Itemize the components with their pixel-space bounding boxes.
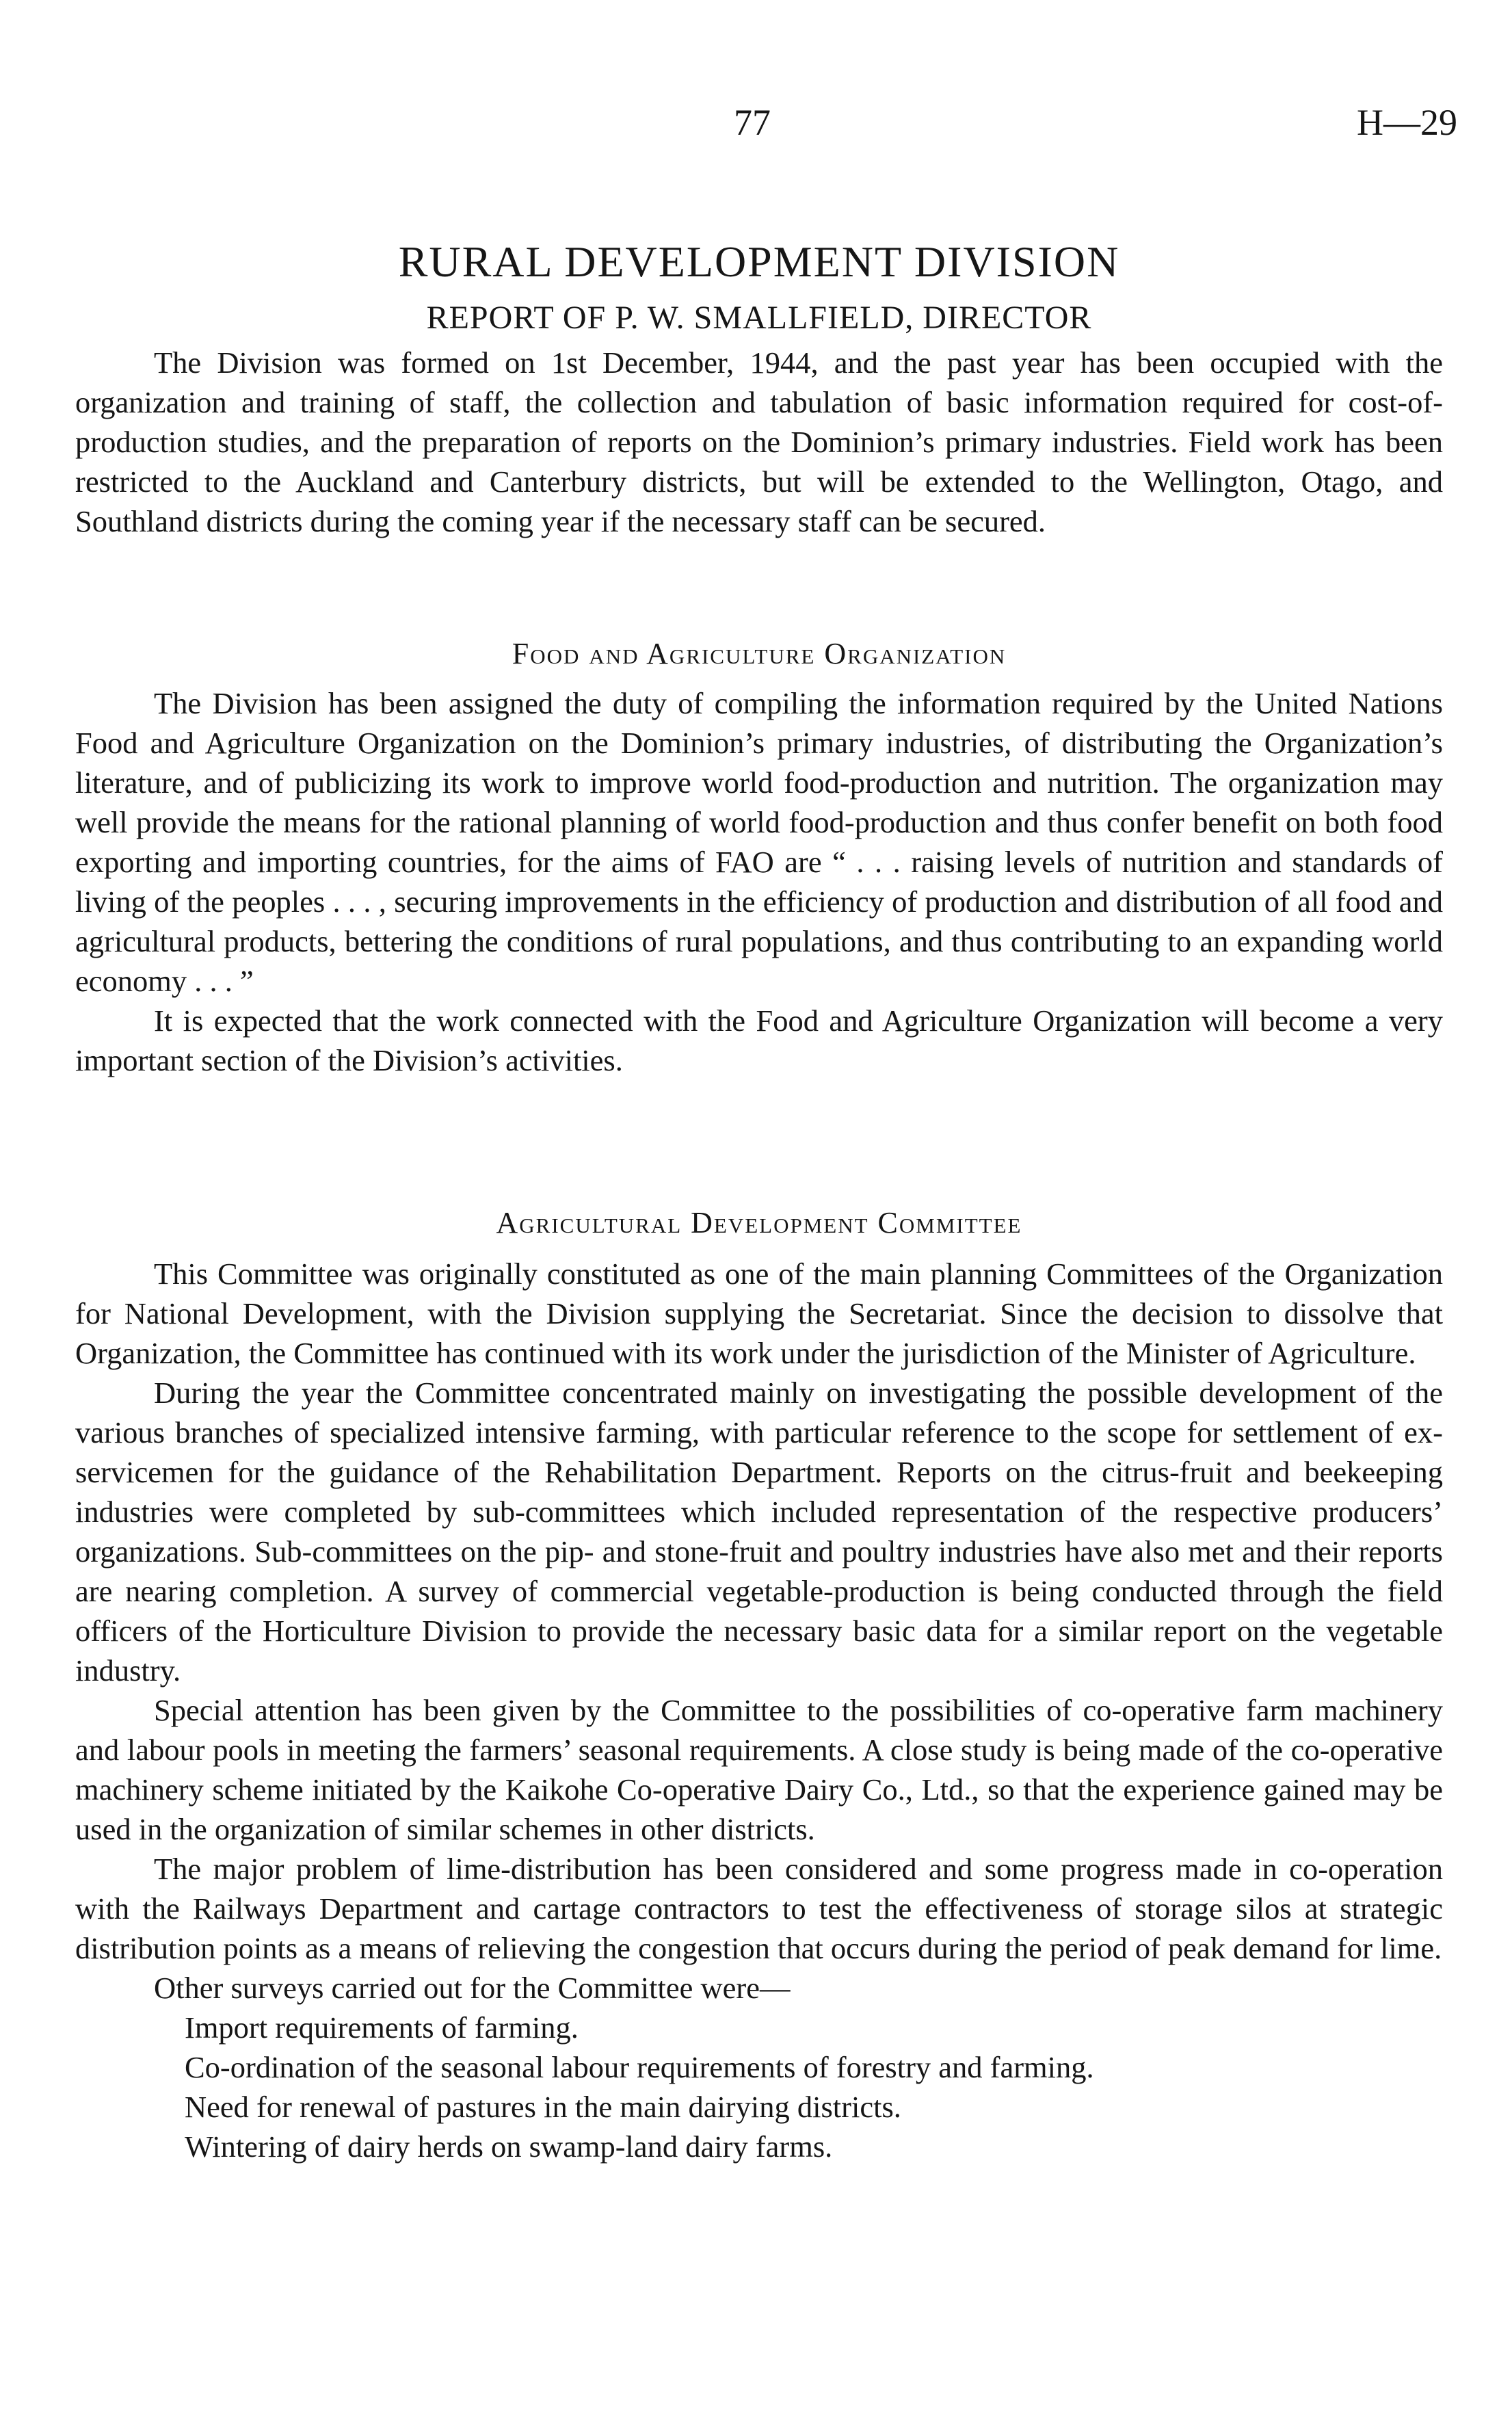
survey-item: Wintering of dairy herds on swamp-land dairy farms. [185,2129,833,2164]
fao-section-heading: Food and Agriculture Organization [512,637,1007,671]
document-reference: H—29 [1357,102,1457,143]
fao-section [75,634,1443,1080]
adc-section [75,1203,1443,2166]
adc-paragraph: During the year the Committee concentrated mainly on investigating the possible development of the various branches of specialized intensive farming, with particular reference to the scope for settlement of ex-servicemen for the guidance of the Rehabilitation Department. Reports on the citrus-fruit and beekeeping industries were completed by sub-committees which included representation of the respective producers’ organizations. Sub-committees on the pip- and stone-fruit and poultry industries have also met and their reports are nearing completion. A survey of commercial vegetable-production is being conducted through the field officers of the Horticulture Division to provide the necessary basic data for a similar report on the vegetable industry. [75,1376,1443,1688]
page-number: 77 [734,102,771,143]
page-content [75,236,1443,2166]
adc-paragraph: The major problem of lime-distribution has been considered and some progress made in co-operation with the Railways Department and cartage contractors to test the effectiveness of storage silos at strategic distribution points as a means of relieving the congestion that occurs during the period of peak demand for lime. [75,1852,1443,1966]
survey-item: Co-ordination of the seasonal labour requirements of forestry and farming. [185,2050,1094,2085]
heading-spacer [75,674,1443,683]
heading-spacer [75,1243,1443,1254]
fao-paragraph: The Division has been assigned the duty of compiling the information required by the United Nations Food and Agriculture Organization on the Dominion’s primary industries, of distributing the Organization’s literature, and of publicizing its work to improve world food-production and nutrition. The organization may well provide the means for the rational planning of world food-production and thus confer benefit on both food exporting and importing countries, for the aims of FAO are “ . . . raising levels of nutrition and standards of living of the peoples . . . , securing improvements in the efficiency of production and distribution of all food and agricultural products, bettering the conditions of rural populations, and thus contributing to an expanding world economy . . . ” [75,686,1443,999]
adc-paragraph: This Committee was originally constituted as one of the main planning Committees of the Organization for National Development, with the Division supplying the Secretariat. Since the decision to dissolve that Organization, the Committee has continued with its work under the jurisdiction of the Minister of Agriculture. [75,1257,1443,1371]
adc-paragraph: Other surveys carried out for the Committee were— [154,1971,791,2006]
survey-item: Need for renewal of pastures in the main dairying districts. [185,2090,901,2125]
survey-item: Import requirements of farming. [185,2010,579,2045]
division-title: RURAL DEVELOPMENT DIVISION [398,237,1120,286]
section-spacer [75,541,1443,634]
survey-list [75,2008,1443,2166]
section-spacer [75,1080,1443,1203]
report-heading: REPORT OF P. W. SMALLFIELD, DIRECTOR [426,299,1092,336]
fao-paragraph: It is expected that the work connected with the Food and Agriculture Organization will become a very important section of the Division’s activities. [75,1003,1443,1078]
adc-paragraph: Special attention has been given by the Committee to the possibilities of co-operative farm machinery and labour pools in meeting the farmers’ seasonal requirements. A close study is being made of the co-operative machinery scheme initiated by the Kaikohe Co-operative Dairy Co., Ltd., so that the experience gained may be used in the organization of similar schemes in other districts. [75,1693,1443,1847]
adc-section-heading: Agricultural Development Committee [496,1206,1022,1240]
intro-paragraph: The Division was formed on 1st December, 1944, and the past year has been occupied with the organization and training of staff, the collection and tabulation of basic information required for cost-of-production studies, and the preparation of reports on the Dominion’s primary industries. Field work has been restricted to the Auckland and Canterbury districts, but will be extended to the Wellington, Otago, and Southland districts during the coming year if the necessary staff can be secured. [75,345,1443,539]
